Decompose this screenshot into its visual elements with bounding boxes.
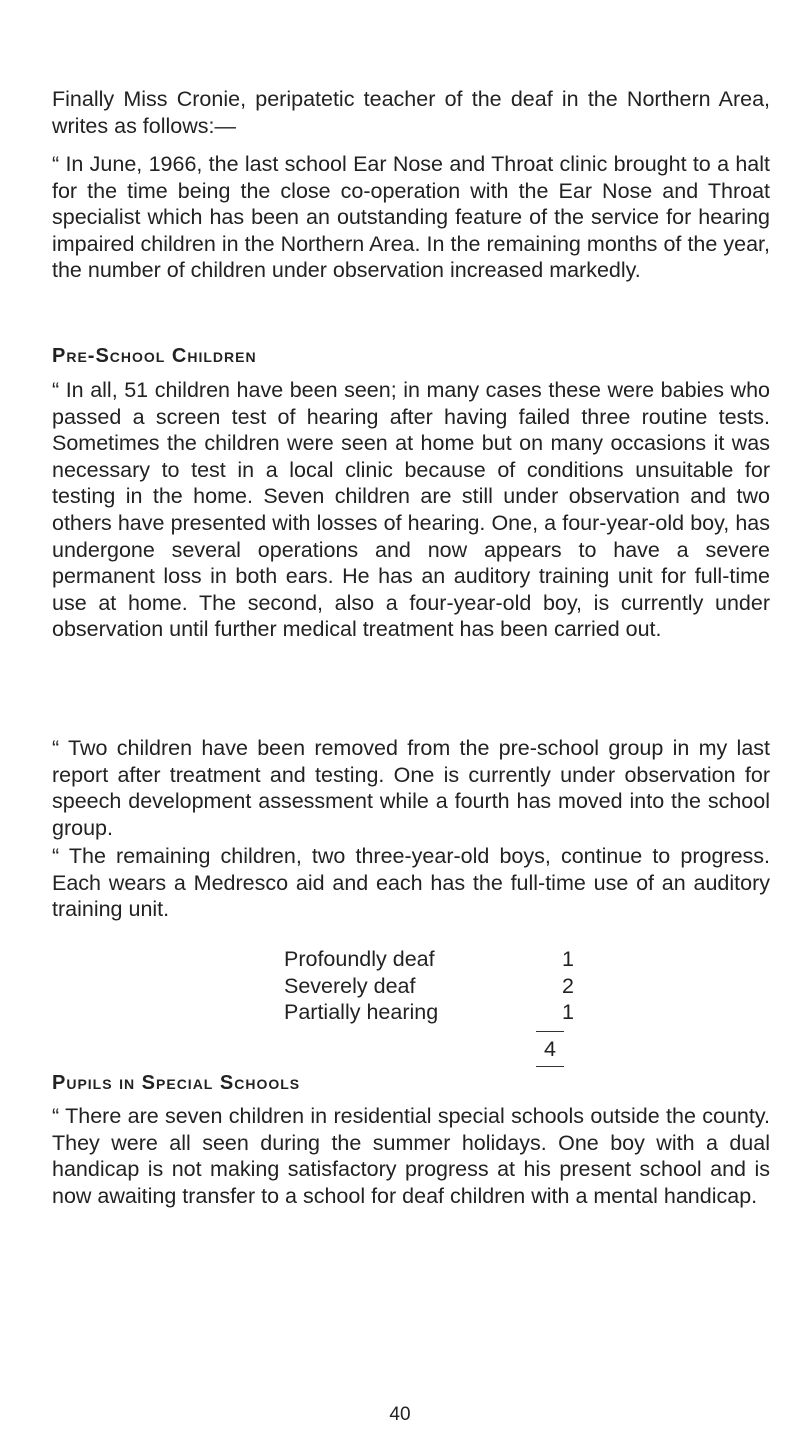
tally-row [284, 999, 578, 1026]
tally-label: Partially hearing [284, 1000, 439, 1025]
preschool-heading: Pre-School Children [52, 345, 257, 367]
special-schools-paragraph: “ There are seven children in residential special schools outside the county. They were all seen during the summer holidays. One boy with a dual handicap is not making satisfactory progress at his present school and is now awaiting transfer to a school for deaf children with a mental handicap. [52, 1104, 770, 1208]
tally-row [284, 973, 578, 1000]
children-removed-paragraph: “ Two children have been removed from the pre-school group in my last report after treatment and testing. One is currently under observation for speech development assessment while a fourth has moved into the school group. [52, 736, 770, 840]
intro-paragraph: Finally Miss Cronie, peripatetic teacher of the deaf in the Northern Area, writes as follows:— [52, 87, 770, 138]
tally-value: 1 [562, 947, 574, 971]
tally-label: Severely deaf [284, 973, 416, 998]
tally-row [284, 946, 578, 973]
tally-value: 1 [562, 1000, 574, 1025]
tally-total: 4 [544, 1037, 556, 1061]
tally-value: 2 [562, 973, 574, 998]
total-rule-bottom [536, 1066, 564, 1067]
tally-label: Profoundly deaf [284, 947, 435, 971]
page-number: 40 [389, 1404, 411, 1425]
children-seen-paragraph: “ In all, 51 children have been seen; in many cases these were babies who passed a screen test of hearing after having failed three routine tests. Sometimes the children were seen at home but on many occasions it was necessary to test in a local clinic because of conditions unsuitable for testing in the home. Seven children are still under observation and two others have presented with losses of hearing. One, a four-year-old boy, has undergone several operations and now appears to have a severe permanent loss in both ears. He has an auditory training unit for full-time use at home. The second, also a four-year-old boy, is currently under observation until further medical treatment has been carried out. [52, 378, 770, 642]
clinic-paragraph: “ In June, 1966, the last school Ear Nose and Throat clinic brought to a halt for the time being the close co-operation with the Ear Nose and Throat specialist which has been an outstanding feature of the service for hearing impaired children in the Northern Area. In the remaining months of the year, the number of children under observation increased markedly. [52, 152, 770, 283]
hearing-tally-table [284, 946, 584, 1026]
total-rule-top [536, 1031, 564, 1032]
remaining-children-paragraph: “ The remaining children, two three-year-old boys, continue to progress. Each wears a Medresco aid and each has the full-time use of an auditory training unit. [52, 844, 770, 922]
special-schools-heading: Pupils in Special Schools [52, 1072, 301, 1094]
